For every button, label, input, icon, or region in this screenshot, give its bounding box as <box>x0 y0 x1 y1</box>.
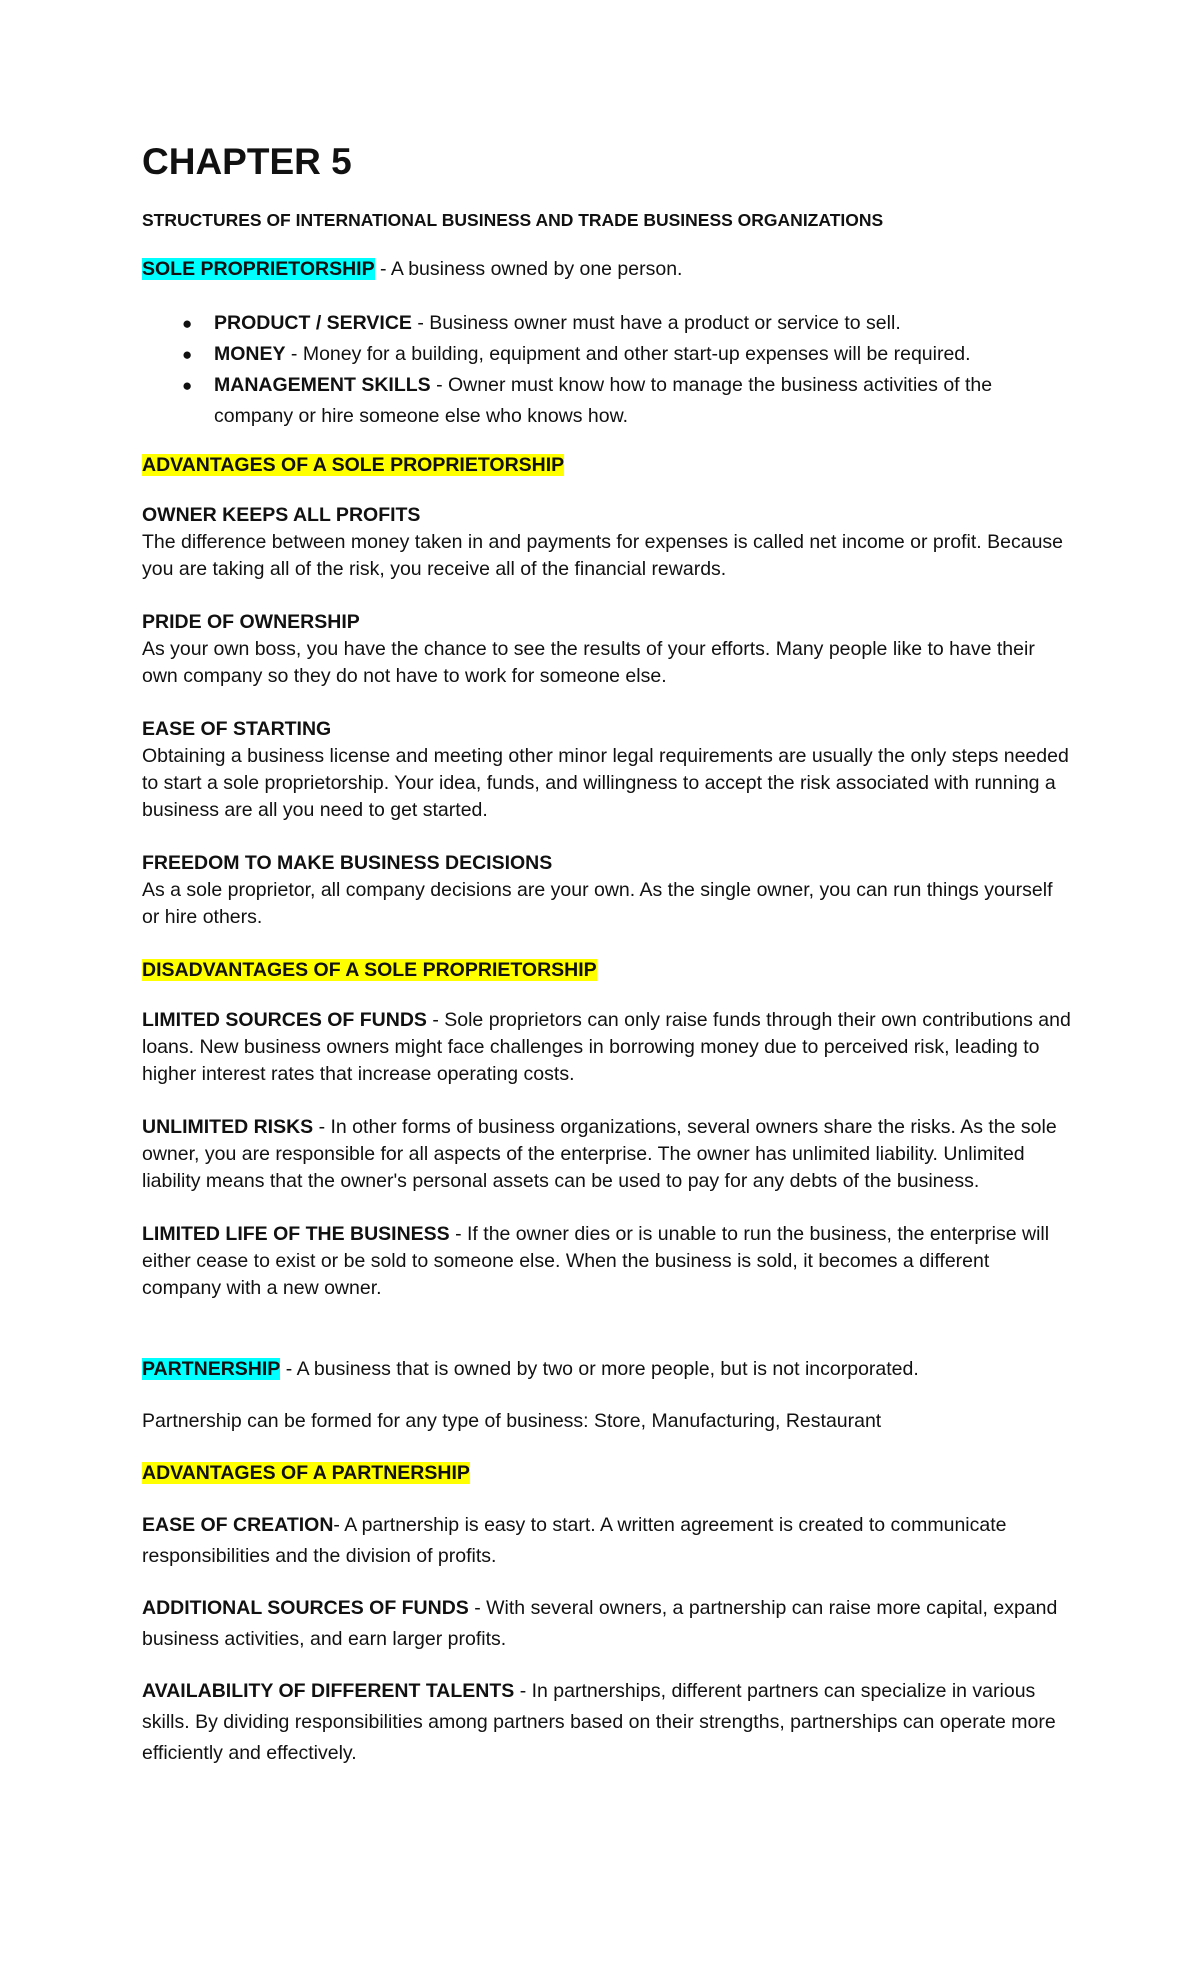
disadvantage-heading: UNLIMITED RISKS <box>142 1116 314 1138</box>
sole-proprietorship-definition <box>142 256 1072 283</box>
chapter-title: CHAPTER 5 <box>142 141 352 182</box>
document-subtitle: STRUCTURES OF INTERNATIONAL BUSINESS AND TRADE BUSINESS ORGANIZATIONS <box>142 210 884 230</box>
advantage-heading: OWNER KEEPS ALL PROFITS <box>142 504 421 526</box>
bullet-icon: ● <box>182 376 193 395</box>
document-body <box>142 140 1072 1790</box>
list-item-text: - Owner must know how to manage the business activities of the company or hire someone else who knows how. <box>214 374 993 427</box>
partnership-advantage-text: - With several owners, a partnership can raise more capital, expand business activities, and earn larger profits. <box>142 1597 1058 1650</box>
list-item-label: PRODUCT / SERVICE <box>214 312 412 334</box>
advantage-text: The difference between money taken in and payments for expenses is called net income or profit. Because you are taking all of the risk, you receive all of the financial rewards. <box>142 531 1064 580</box>
sole-proprietorship-term: SOLE PROPRIETORSHIP <box>142 258 375 280</box>
partnership-advantage-item <box>142 1593 1072 1655</box>
advantage-heading: PRIDE OF OWNERSHIP <box>142 611 360 633</box>
disadvantage-text: - In other forms of business organizations, several owners share the risks. As the sole owner, you are responsible for all aspects of the enterprise. The owner has unlimited liability. Unlimited liability means that the owner's personal assets can be used to pay for any debts of the business. <box>142 1116 1057 1192</box>
list-item-text: - Money for a building, equipment and other start-up expenses will be required. <box>285 343 971 365</box>
advantage-text: As a sole proprietor, all company decisions are your own. As the single owner, you can run things yourself or hire others. <box>142 879 1053 928</box>
bullet-icon: ● <box>182 345 193 364</box>
list-item <box>142 339 1072 370</box>
partnership-advantages-heading-text: ADVANTAGES OF A PARTNERSHIP <box>142 1462 470 1484</box>
sole-advantages-heading <box>142 452 1072 479</box>
disadvantage-text: - If the owner dies or is unable to run the business, the enterprise will either cease to exist or be sold to someone else. When the business is sold, it becomes a different company with a new owner. <box>142 1223 1050 1299</box>
advantage-text: Obtaining a business license and meeting other minor legal requirements are usually the only steps needed to start a sole proprietorship. Your idea, funds, and willingness to accept the risk associated with running a business are all you need to get started. <box>142 745 1069 821</box>
disadvantage-item <box>142 1007 1072 1088</box>
partnership-types-line: Partnership can be formed for any type of business: Store, Manufacturing, Restaurant <box>142 1410 882 1432</box>
requirements-list <box>142 308 1072 432</box>
disadvantage-heading: LIMITED SOURCES OF FUNDS <box>142 1009 427 1031</box>
advantage-heading: EASE OF STARTING <box>142 718 332 740</box>
list-item <box>142 308 1072 339</box>
partnership-definition-text: - A business that is owned by two or more people, but is not incorporated. <box>280 1358 919 1380</box>
advantage-text: As your own boss, you have the chance to see the results of your efforts. Many people like to have their own company so they do not have to work for someone else. <box>142 638 1035 687</box>
disadvantage-heading: LIMITED LIFE OF THE BUSINESS <box>142 1223 450 1245</box>
partnership-advantage-item <box>142 1510 1072 1572</box>
advantage-heading: FREEDOM TO MAKE BUSINESS DECISIONS <box>142 852 553 874</box>
sole-disadvantages-heading <box>142 957 1072 984</box>
disadvantage-item <box>142 1114 1072 1195</box>
disadvantage-text: - Sole proprietors can only raise funds through their own contributions and loans. New business owners might face challenges in borrowing money due to perceived risk, leading to higher interest rates that increase operating costs. <box>142 1009 1071 1085</box>
partnership-advantage-item <box>142 1676 1072 1769</box>
list-item-label: MONEY <box>214 343 286 365</box>
bullet-icon: ● <box>182 314 193 333</box>
advantage-item <box>142 716 1072 824</box>
partnership-advantage-text: - In partnerships, different partners can specialize in various skills. By dividing responsibilities among partners based on their strengths, partnerships can operate more efficiently and effectively. <box>142 1680 1056 1764</box>
partnership-advantage-text: - A partnership is easy to start. A written agreement is created to communicate responsibilities and the division of profits. <box>142 1514 1007 1567</box>
partnership-definition <box>142 1356 1072 1383</box>
list-item-text: - Business owner must have a product or service to sell. <box>411 312 901 334</box>
sole-advantages-heading-text: ADVANTAGES OF A SOLE PROPRIETORSHIP <box>142 454 565 476</box>
list-item-label: MANAGEMENT SKILLS <box>214 374 431 396</box>
sole-disadvantages-heading-text: DISADVANTAGES OF A SOLE PROPRIETORSHIP <box>142 959 597 981</box>
partnership-advantage-heading: AVAILABILITY OF DIFFERENT TALENTS <box>142 1680 515 1702</box>
sole-proprietorship-definition-text: - A business owned by one person. <box>374 258 683 280</box>
list-item <box>142 370 1072 432</box>
partnership-advantage-heading: EASE OF CREATION <box>142 1514 334 1536</box>
advantage-item <box>142 850 1072 931</box>
section-spacer <box>142 1328 1072 1356</box>
partnership-advantage-heading: ADDITIONAL SOURCES OF FUNDS <box>142 1597 469 1619</box>
partnership-term: PARTNERSHIP <box>142 1358 281 1380</box>
disadvantage-item <box>142 1221 1072 1302</box>
partnership-advantages-heading <box>142 1460 1072 1487</box>
advantage-item <box>142 502 1072 583</box>
advantage-item <box>142 609 1072 690</box>
